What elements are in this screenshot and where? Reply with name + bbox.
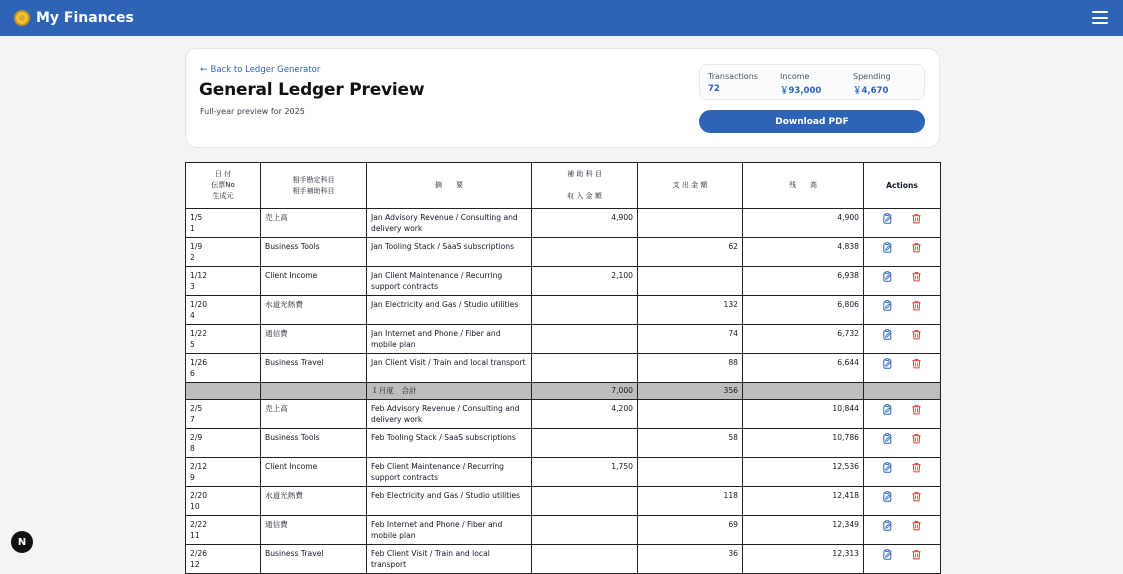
trash-icon[interactable] [911,520,922,531]
cell-balance: 6,732 [743,325,864,354]
stat-label: Spending [853,72,891,81]
cell-actions [864,516,941,545]
stat-transactions [708,72,758,94]
cell-account: 通信費 [261,516,367,545]
cell-description: Feb Client Visit / Train and local transport [367,545,532,574]
header-line: 相手補助科目 [292,186,335,195]
cell-balance: 12,536 [743,458,864,487]
entry-date: 2/22 [190,520,208,529]
cell-account: Business Travel [261,545,367,574]
cell-empty [186,383,261,400]
table-row [186,354,941,383]
clipboard-edit-icon[interactable] [882,462,893,473]
header-line: 伝票No [211,181,235,189]
cell-spending: 62 [638,238,743,267]
cell-balance: 12,418 [743,487,864,516]
cell-spending [638,209,743,238]
clipboard-edit-icon[interactable] [882,433,893,444]
cell-spending: 88 [638,354,743,383]
cell-account: Client Income [261,267,367,296]
trash-icon[interactable] [911,271,922,282]
clipboard-edit-icon[interactable] [882,300,893,311]
col-header-spending: 支 出 金 額 [638,163,743,209]
entry-date: 1/9 [190,242,203,251]
cell-date [186,354,261,383]
entry-date: 1/5 [190,213,203,222]
entry-number: 5 [190,340,195,349]
trash-icon[interactable] [911,358,922,369]
cell-date [186,429,261,458]
entry-date: 2/12 [190,462,208,471]
table-row [186,238,941,267]
cell-date [186,267,261,296]
clipboard-edit-icon[interactable] [882,404,893,415]
table-row [186,545,941,574]
cell-balance: 6,806 [743,296,864,325]
entry-number: 2 [190,253,195,262]
trash-icon[interactable] [911,549,922,560]
cell-income: 2,100 [532,267,638,296]
cell-actions [864,487,941,516]
cell-income [532,545,638,574]
cell-balance: 12,349 [743,516,864,545]
cell-account: Business Tools [261,429,367,458]
download-pdf-button[interactable]: Download PDF [699,110,925,133]
entry-number: 11 [190,531,200,540]
cell-description: Jan Electricity and Gas / Studio utilities [367,296,532,325]
stat-income [780,72,821,96]
cell-description: Feb Tooling Stack / SaaS subscriptions [367,429,532,458]
entry-date: 1/22 [190,329,208,338]
clipboard-edit-icon[interactable] [882,491,893,502]
stat-value: ￥93,000 [780,86,822,96]
trash-icon[interactable] [911,242,922,253]
cell-balance: 12,313 [743,545,864,574]
cell-balance: 4,900 [743,209,864,238]
cell-income [532,296,638,325]
cell-balance: 6,938 [743,267,864,296]
cell-date [186,458,261,487]
cell-income [532,354,638,383]
cell-income [532,429,638,458]
cell-balance: 6,644 [743,354,864,383]
col-header-account [261,163,367,209]
clipboard-edit-icon[interactable] [882,271,893,282]
cell-spending: 132 [638,296,743,325]
cell-description: Feb Internet and Phone / Fiber and mobile plan [367,516,532,545]
cell-balance: 10,844 [743,400,864,429]
cell-account: 売上高 [261,400,367,429]
cell-income [532,325,638,354]
entry-date: 2/9 [190,433,203,442]
cell-date [186,400,261,429]
cell-account: Business Travel [261,354,367,383]
next-dev-indicator-button[interactable]: N [11,531,33,553]
cell-description: Feb Client Maintenance / Recurring support contracts [367,458,532,487]
cell-description: Jan Client Maintenance / Recurring support contracts [367,267,532,296]
coin-logo-icon [14,10,30,26]
cell-income: 1,750 [532,458,638,487]
cell-balance: 10,786 [743,429,864,458]
cell-description: Jan Client Visit / Train and local transport [367,354,532,383]
total-income: 7,000 [532,383,638,400]
col-header-description: 摘 要 [367,163,532,209]
col-header-income [532,163,638,209]
stat-value: ￥4,670 [853,86,889,96]
cell-income: 4,200 [532,400,638,429]
table-row [186,487,941,516]
cell-income: 4,900 [532,209,638,238]
cell-spending: 36 [638,545,743,574]
cell-account: Business Tools [261,238,367,267]
cell-date [186,325,261,354]
entry-number: 4 [190,311,195,320]
clipboard-edit-icon[interactable] [882,213,893,224]
cell-description: Jan Tooling Stack / SaaS subscriptions [367,238,532,267]
cell-actions [864,296,941,325]
cell-date [186,238,261,267]
monthly-total-row [186,383,941,400]
ledger-table [185,162,941,574]
cell-balance: 4,838 [743,238,864,267]
trash-icon[interactable] [911,329,922,340]
cell-actions [864,400,941,429]
col-header-balance: 残 高 [743,163,864,209]
total-label: １月度 合計 [367,383,532,400]
summary-stats [699,64,925,100]
cell-actions [864,429,941,458]
cell-account: 通信費 [261,325,367,354]
table-row [186,209,941,238]
cell-account: 水道光熱費 [261,296,367,325]
cell-account: 売上高 [261,209,367,238]
cell-date [186,545,261,574]
stat-label: Transactions [708,72,758,81]
back-link[interactable] [200,65,320,75]
cell-spending [638,458,743,487]
clipboard-edit-icon[interactable] [882,242,893,253]
cell-empty [743,383,864,400]
table-row [186,296,941,325]
entry-number: 10 [190,502,200,511]
trash-icon[interactable] [911,491,922,502]
entry-date: 1/12 [190,271,208,280]
cell-income [532,487,638,516]
entry-date: 2/26 [190,549,208,558]
cell-spending [638,267,743,296]
table-row [186,516,941,545]
cell-actions [864,545,941,574]
app-brand[interactable]: My Finances [36,10,134,26]
trash-icon[interactable] [911,300,922,311]
cell-date [186,296,261,325]
cell-spending: 69 [638,516,743,545]
cell-date [186,209,261,238]
cell-actions [864,238,941,267]
cell-empty [261,383,367,400]
cell-actions [864,209,941,238]
entry-date: 1/26 [190,358,208,367]
top-nav-bar [0,0,1123,36]
clipboard-edit-icon[interactable] [882,358,893,369]
page-title: General Ledger Preview [199,80,425,100]
table-row [186,429,941,458]
cell-description: Feb Electricity and Gas / Studio utilities [367,487,532,516]
col-header-date [186,163,261,209]
back-link-label: Back to Ledger Generator [210,65,321,75]
cell-actions [864,458,941,487]
clipboard-edit-icon[interactable] [882,520,893,531]
stat-label: Income [780,72,810,81]
table-row [186,400,941,429]
arrow-left-icon: ← [200,65,208,75]
cell-income [532,516,638,545]
entry-number: 7 [190,415,195,424]
table-header-row [186,163,941,209]
cell-description: Jan Advisory Revenue / Consulting and delivery work [367,209,532,238]
entry-number: 9 [190,473,195,482]
cell-empty [864,383,941,400]
header-line: 補 助 科 目 [567,170,602,178]
cell-actions [864,267,941,296]
cell-account: 水道光熱費 [261,487,367,516]
trash-icon[interactable] [911,213,922,224]
entry-number: 6 [190,369,195,378]
table-row [186,325,941,354]
entry-number: 12 [190,560,200,569]
cell-spending: 74 [638,325,743,354]
entry-date: 2/5 [190,404,203,413]
clipboard-edit-icon[interactable] [882,549,893,560]
col-header-actions: Actions [864,163,941,209]
stat-value: 72 [708,84,720,94]
cell-spending [638,400,743,429]
header-line: 日 付 [214,170,232,178]
entry-number: 3 [190,282,195,291]
page-subtitle: Full-year preview for 2025 [200,107,305,116]
table-row [186,458,941,487]
total-spending: 356 [638,383,743,400]
cell-date [186,487,261,516]
entry-number: 1 [190,224,195,233]
entry-date: 2/20 [190,491,208,500]
entry-date: 1/20 [190,300,208,309]
cell-description: Feb Advisory Revenue / Consulting and delivery work [367,400,532,429]
header-line: 生成元 [212,192,234,200]
stat-spending [853,72,891,96]
cell-description: Jan Internet and Phone / Fiber and mobile plan [367,325,532,354]
hamburger-menu-icon[interactable] [1092,11,1108,24]
cell-actions [864,354,941,383]
trash-icon[interactable] [911,404,922,415]
cell-income [532,238,638,267]
header-line: 収 入 金 額 [567,192,602,200]
header-line: 相手勘定科目 [292,175,335,184]
table-row [186,267,941,296]
cell-spending: 118 [638,487,743,516]
trash-icon[interactable] [911,433,922,444]
cell-date [186,516,261,545]
clipboard-edit-icon[interactable] [882,329,893,340]
trash-icon[interactable] [911,462,922,473]
entry-number: 8 [190,444,195,453]
cell-account: Client Income [261,458,367,487]
ledger-header-card [185,48,940,148]
cell-actions [864,325,941,354]
cell-spending: 58 [638,429,743,458]
